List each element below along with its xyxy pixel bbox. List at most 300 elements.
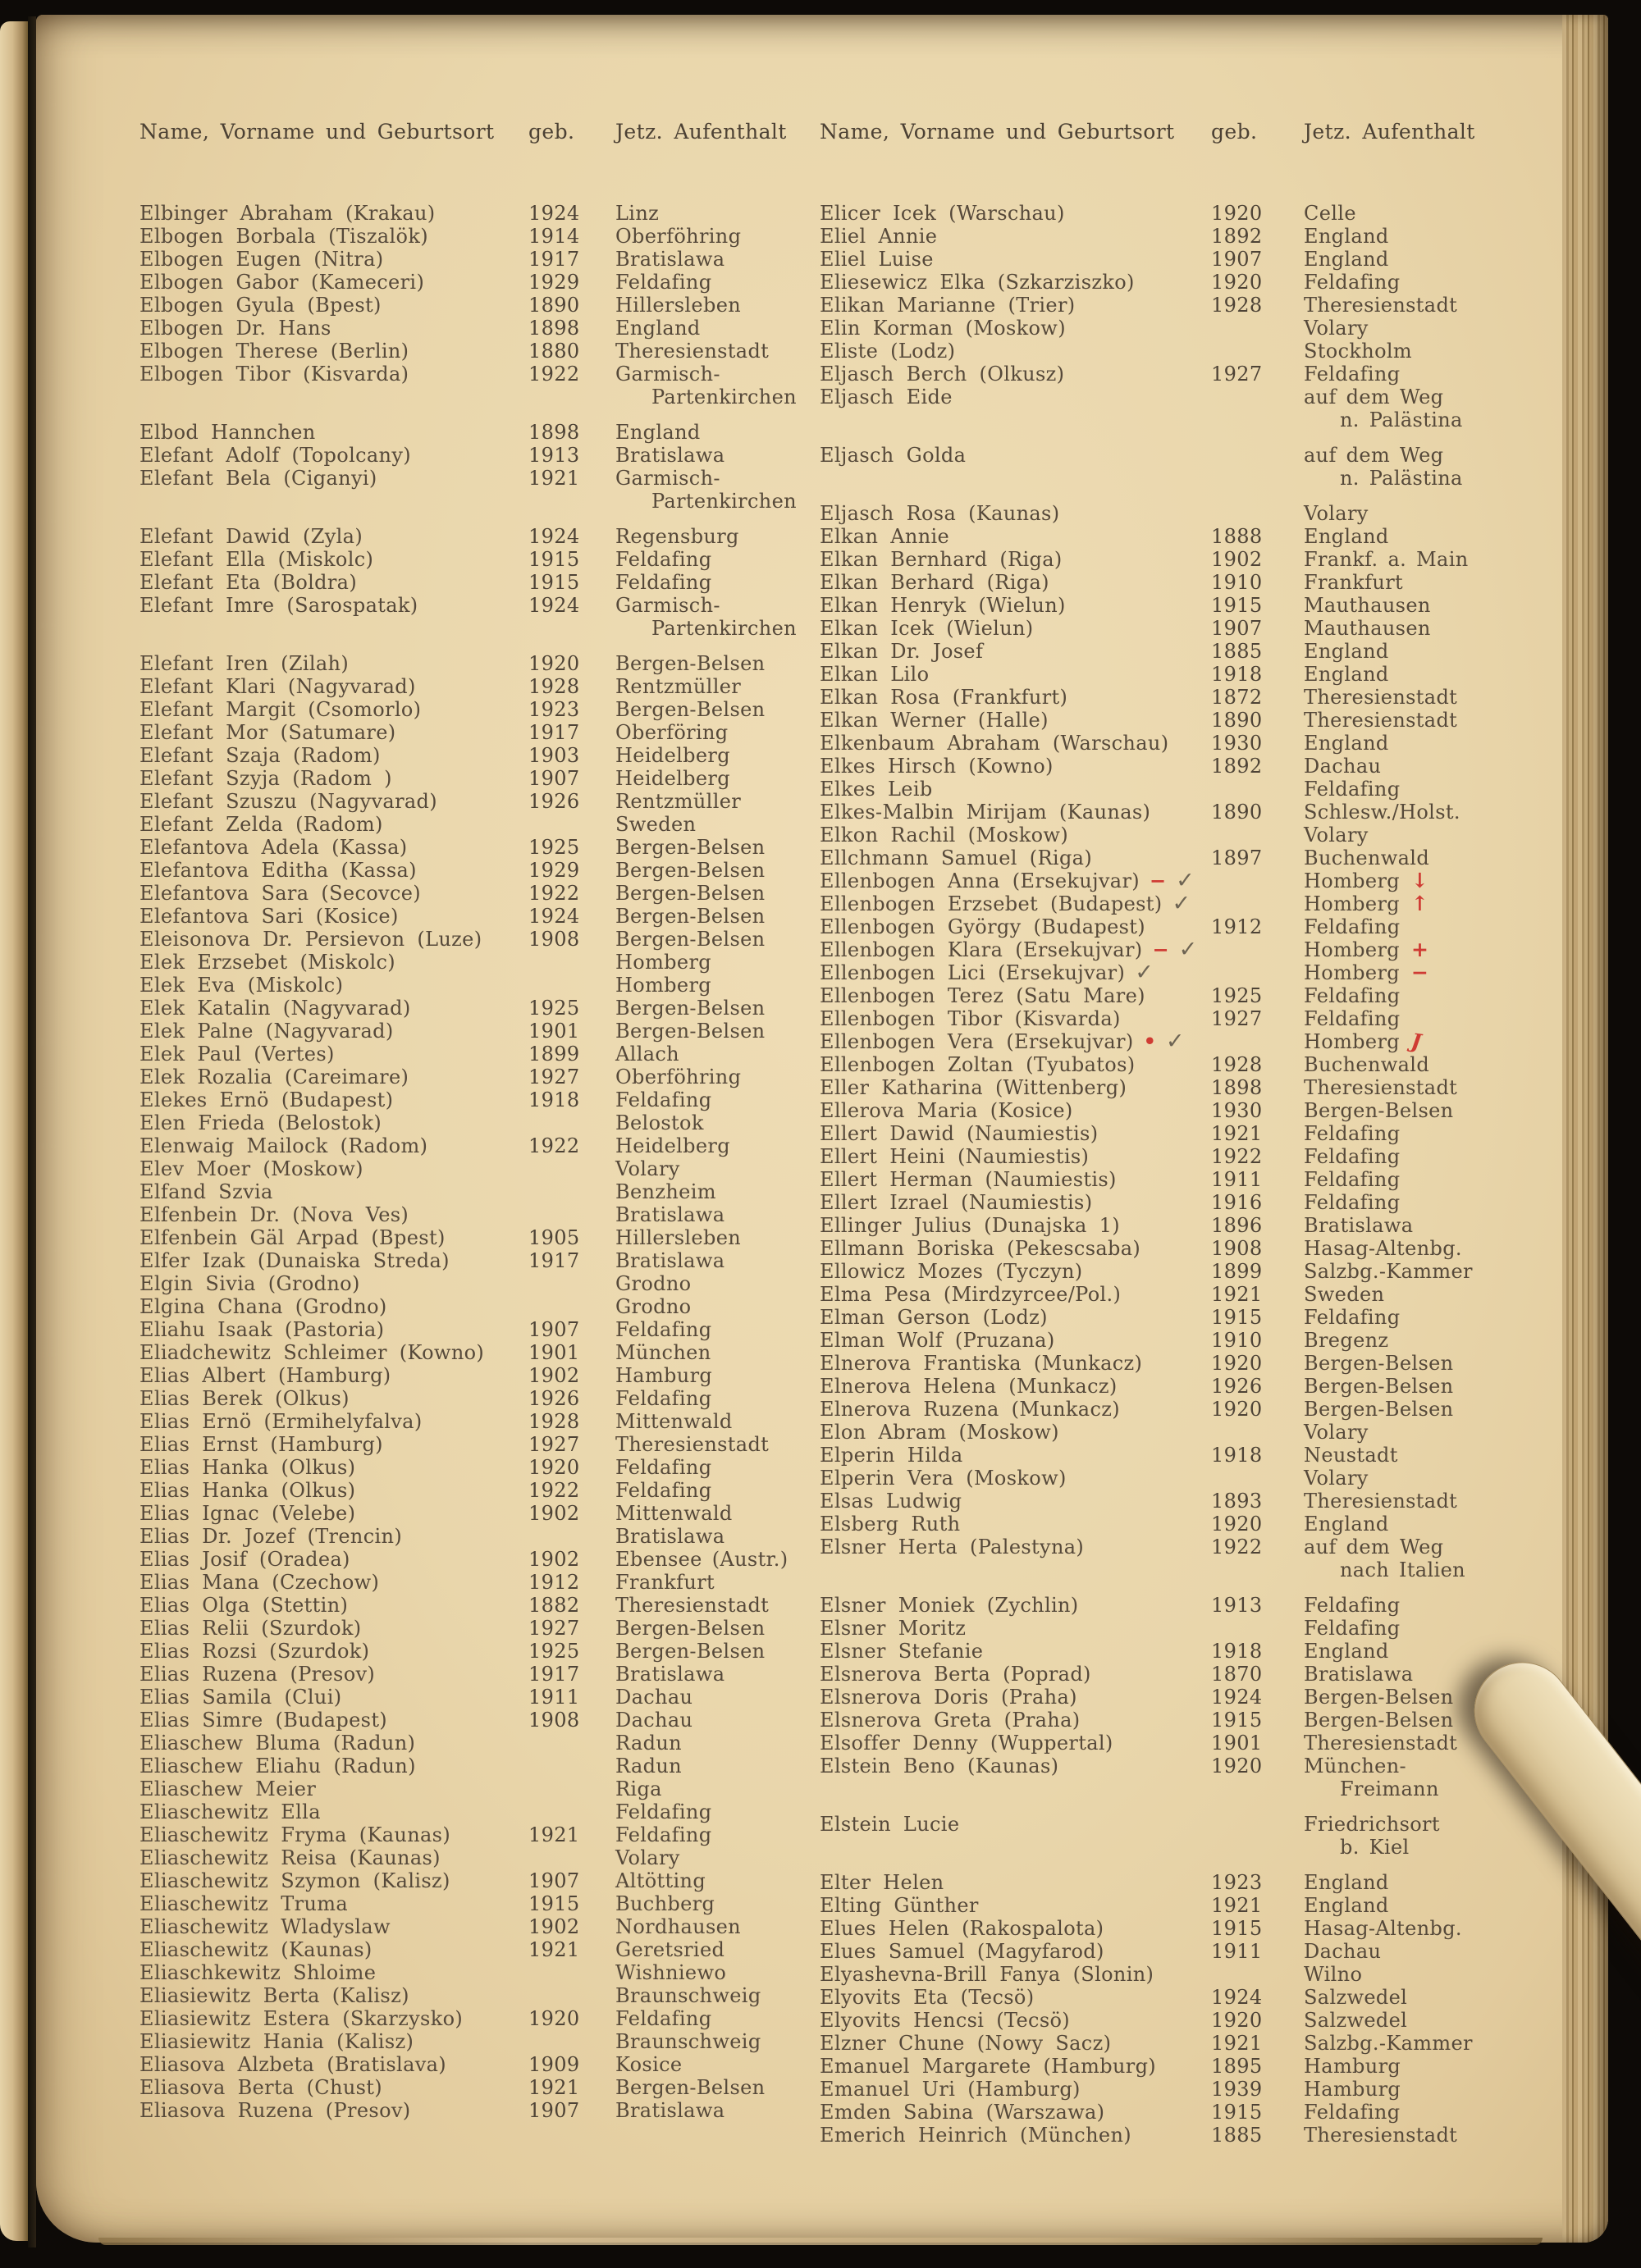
person-name: Elbogen Gyula (Bpest): [139, 294, 382, 317]
birth-year: 1914: [528, 225, 580, 248]
person-name: Elias Olga (Stettin): [139, 1594, 349, 1617]
person-name: Emanuel Margarete (Hamburg): [820, 2055, 1157, 2078]
registry-row-continuation: [139, 617, 808, 640]
birth-year: 1920: [1211, 1398, 1263, 1421]
residence: Dachau: [1304, 1940, 1382, 1963]
person-name: Eliaschewitz (Kaunas): [139, 1938, 373, 1961]
birth-year: 1902: [528, 1364, 580, 1387]
person-name: Eliahu Isaak (Pastoria): [139, 1318, 385, 1341]
person-name: [820, 1558, 1211, 1581]
residence: Mittenwald: [615, 1502, 733, 1525]
residence: Salzwedel: [1304, 1986, 1408, 2009]
person-name: Elkes Leib: [820, 778, 933, 801]
birth-year: [1211, 1617, 1304, 1640]
birth-year: 1923: [1211, 1871, 1263, 1894]
birth-year: 1902: [528, 1915, 580, 1938]
person-name: Elefant Imre (Sarospatak): [139, 594, 418, 617]
registry-row: [139, 905, 808, 928]
person-name: Elkenbaum Abraham (Warschau): [820, 732, 1169, 755]
person-name: Elefant Szyja (Radom ): [139, 767, 392, 790]
residence: England: [1304, 225, 1389, 248]
person-name: Elev Moer (Moskow): [139, 1157, 363, 1180]
registry-row: [820, 1490, 1534, 1513]
birth-year: 1939: [1211, 2078, 1263, 2101]
residence: auf dem Weg: [1304, 444, 1444, 467]
book-gutter-shadow: [28, 16, 36, 2247]
birth-year: 1892: [1211, 755, 1263, 778]
birth-year: 1920: [1211, 1755, 1263, 1777]
birth-year: 1929: [528, 271, 580, 294]
registry-row: [820, 2078, 1534, 2101]
page-content: [36, 15, 1608, 2243]
residence: Grodno: [615, 1295, 692, 1318]
residence: Feldafing: [615, 271, 712, 294]
person-name: Elefant Zelda (Radom): [139, 813, 383, 836]
person-name: Eliste (Lodz): [820, 340, 956, 363]
birth-year: 1921: [1211, 2032, 1263, 2055]
birth-year: 1925: [528, 836, 580, 859]
person-name: Elefant Mor (Satumare): [139, 721, 396, 744]
residence: Benzheim: [615, 1180, 716, 1203]
registry-row: [820, 709, 1534, 732]
person-name: [139, 386, 528, 408]
person-name: Elefant Szuszu (Nagyvarad): [139, 790, 437, 813]
birth-year: 1918: [1211, 663, 1263, 686]
residence: Radun: [615, 1755, 682, 1777]
birth-year: [1211, 1558, 1304, 1581]
person-name: Ellert Dawid (Naumiestis): [820, 1122, 1099, 1145]
red-annotation-icon: J: [1410, 1029, 1423, 1054]
person-name: Elnerova Frantiska (Munkacz): [820, 1352, 1143, 1375]
registry-row: [820, 1099, 1534, 1122]
person-name: Eljasch Berch (Olkusz): [820, 363, 1065, 386]
residence: Garmisch-: [615, 594, 720, 617]
registry-row: [139, 1180, 808, 1203]
registry-row: [820, 778, 1534, 801]
birth-year: 1921: [1211, 1122, 1263, 1145]
residence: England: [1304, 1871, 1389, 1894]
registry-row: [820, 225, 1534, 248]
residence: Stockholm: [1304, 340, 1413, 363]
birth-year: 1921: [528, 2076, 580, 2099]
person-name: Elek Erzsebet (Miskolc): [139, 951, 396, 974]
person-name: Elefant Szaja (Radom): [139, 744, 381, 767]
birth-year: [1211, 1963, 1304, 1986]
birth-year: 1920: [1211, 1513, 1263, 1536]
registry-row: [139, 2007, 808, 2030]
residence: Feldafing: [615, 1479, 712, 1502]
person-name: Elyovits Hencsi (Tecsö): [820, 2009, 1071, 2032]
residence: Volary: [615, 1157, 680, 1180]
person-name: Elsnerova Greta (Praha): [820, 1709, 1081, 1732]
registry-row: [139, 1640, 808, 1663]
residence: Theresienstadt: [615, 1594, 770, 1617]
row-gap: [820, 1800, 1534, 1813]
birth-year: 1908: [528, 1709, 580, 1732]
person-name: Elkan Berhard (Riga): [820, 571, 1049, 594]
registry-row: [139, 1341, 808, 1364]
registry-row: [820, 915, 1534, 938]
registry-row: [820, 1237, 1534, 1260]
person-name: Eliasiewitz Hania (Kalisz): [139, 2030, 414, 2053]
person-name: Elbod Hannchen: [139, 421, 316, 444]
birth-year: 1920: [1211, 2009, 1263, 2032]
registry-row: [139, 1502, 808, 1525]
residence: Bergen-Belsen: [1304, 1686, 1454, 1709]
registry-row: [820, 1352, 1534, 1375]
birth-year: 1910: [1211, 1329, 1263, 1352]
birth-year: 1915: [528, 548, 580, 571]
registry-row: [139, 1410, 808, 1433]
registry-row: [820, 548, 1534, 571]
red-pencil-mark-icon: −: [1152, 938, 1169, 961]
registry-row: [820, 732, 1534, 755]
birth-year: 1926: [528, 1387, 580, 1410]
person-name: [139, 617, 528, 640]
registry-row: [820, 1917, 1534, 1940]
registry-row: [820, 869, 1534, 892]
birth-year: 1901: [528, 1341, 580, 1364]
person-name: Ellenbogen Anna (Ersekujvar) − ✓: [820, 868, 1195, 893]
birth-year: [1211, 502, 1304, 525]
registry-row: [139, 2076, 808, 2099]
scanned-book-page: [36, 15, 1608, 2243]
residence: Hillersleben: [615, 294, 742, 317]
registry-row: [139, 340, 808, 363]
registry-row: [820, 248, 1534, 271]
registry-row: [820, 961, 1534, 984]
registry-row: [820, 1594, 1534, 1617]
residence: Bergen-Belsen: [1304, 1398, 1454, 1421]
registry-row: [139, 1915, 808, 1938]
birth-year: [1211, 824, 1304, 847]
registry-row: [820, 1894, 1534, 1917]
person-name: Elkan Werner (Halle): [820, 709, 1049, 732]
birth-year: [528, 617, 615, 640]
registry-row: [139, 525, 808, 548]
residence: Celle: [1304, 202, 1356, 225]
birth-year: 1930: [1211, 732, 1263, 755]
residence: Salzwedel: [1304, 2009, 1408, 2032]
birth-year: [528, 1180, 615, 1203]
residence-continued: n. Palästina: [1340, 408, 1463, 431]
registry-row: [820, 363, 1534, 386]
person-name: Elfand Szvia: [139, 1180, 273, 1203]
residence: Frankf. a. Main: [1304, 548, 1469, 571]
birth-year: 1909: [528, 2053, 580, 2076]
pencil-checkmark-icon: ✓: [1176, 868, 1195, 893]
registry-row: [139, 294, 808, 317]
residence: Regensburg: [615, 525, 739, 548]
registry-row-continuation: [820, 1836, 1534, 1859]
person-name: Elias Ruzena (Presov): [139, 1663, 376, 1686]
registry-row: [139, 1249, 808, 1272]
registry-row: [820, 1168, 1534, 1191]
registry-row: [820, 294, 1534, 317]
residence: Mittenwald: [615, 1410, 733, 1433]
person-name: Elkes-Malbin Mirijam (Kaunas): [820, 801, 1151, 824]
residence: Salzbg.-Kammer: [1304, 2032, 1473, 2055]
registry-row: [820, 1732, 1534, 1755]
registry-row: [820, 1963, 1534, 1986]
birth-year: 1907: [1211, 617, 1263, 640]
residence: Oberföhring: [615, 1066, 742, 1088]
birth-year: 1928: [528, 1410, 580, 1433]
residence: Schlesw./Holst.: [1304, 801, 1460, 824]
registry-row: [820, 202, 1534, 225]
birth-year: 1927: [1211, 1007, 1263, 1030]
registry-row-continuation: [139, 490, 808, 513]
registry-row: [139, 363, 808, 386]
person-name: Elbogen Borbala (Tiszalök): [139, 225, 428, 248]
pencil-checkmark-icon: ✓: [1172, 891, 1191, 916]
person-name: Elsoffer Denny (Wuppertal): [820, 1732, 1113, 1755]
residence: München: [615, 1341, 711, 1364]
pencil-checkmark-icon: ✓: [1165, 1029, 1185, 1054]
residence: Grodno: [615, 1272, 692, 1295]
person-name: Elstein Lucie: [820, 1813, 960, 1836]
person-name: [820, 1836, 1211, 1859]
red-annotation-icon: +: [1411, 938, 1428, 961]
registry-row: [139, 859, 808, 882]
registry-row: [139, 675, 808, 698]
person-name: Elperin Hilda: [820, 1444, 963, 1467]
birth-year: [528, 1525, 615, 1548]
registry-row: [820, 1329, 1534, 1352]
registry-row: [139, 1777, 808, 1800]
person-name: Eliel Annie: [820, 225, 938, 248]
residence: England: [1304, 248, 1389, 271]
person-name: Ellinger Julius (Dunajska 1): [820, 1214, 1121, 1237]
residence: Bergen-Belsen: [615, 859, 766, 882]
residence: Neustadt: [1304, 1444, 1398, 1467]
birth-year: [528, 1984, 615, 2007]
person-name: Elefant Iren (Zilah): [139, 652, 350, 675]
person-name: Elnerova Helena (Munkacz): [820, 1375, 1118, 1398]
residence: Riga: [615, 1777, 662, 1800]
registry-row: [139, 1134, 808, 1157]
residence: Buchenwald: [1304, 1053, 1430, 1076]
registry-row: [139, 767, 808, 790]
registry-row: [139, 1938, 808, 1961]
birth-year: 1922: [528, 882, 580, 905]
header-aufenthalt-label: Jetz. Aufenthalt: [615, 120, 787, 144]
residence: Feldafing: [1304, 1594, 1401, 1617]
registry-row: [139, 1479, 808, 1502]
residence: Linz: [615, 202, 660, 225]
birth-year: [1211, 1030, 1304, 1053]
registry-row: [820, 317, 1534, 340]
registry-row: [139, 571, 808, 594]
residence: Homberg: [615, 974, 711, 997]
header-name-label: Name, Vorname und Geburtsort: [139, 120, 495, 144]
registry-row: [820, 1444, 1534, 1467]
residence-continued: Freimann: [1340, 1777, 1439, 1800]
birth-year: [1211, 778, 1304, 801]
person-name: Elkon Rachil (Moskow): [820, 824, 1069, 847]
registry-row: [820, 663, 1534, 686]
birth-year: [1211, 1421, 1304, 1444]
person-name: Eljasch Rosa (Kaunas): [820, 502, 1060, 525]
birth-year: [528, 1732, 615, 1755]
birth-year: 1920: [528, 652, 580, 675]
birth-year: 1915: [1211, 1709, 1263, 1732]
pencil-checkmark-icon: ✓: [1135, 960, 1154, 985]
person-name: Elias Albert (Hamburg): [139, 1364, 391, 1387]
person-name: Elias Mana (Czechow): [139, 1571, 380, 1594]
person-name: Emden Sabina (Warszawa): [820, 2101, 1105, 2124]
residence: Theresienstadt: [615, 340, 770, 363]
birth-year: [528, 974, 615, 997]
residence: Bratislawa: [1304, 1663, 1414, 1686]
birth-year: 1915: [1211, 1917, 1263, 1940]
registry-row: [139, 1617, 808, 1640]
registry-row: [139, 2053, 808, 2076]
person-name: Elefantova Editha (Kassa): [139, 859, 417, 882]
residence: Bergen-Belsen: [615, 836, 766, 859]
residence: Sweden: [615, 813, 697, 836]
person-name: Elgina Chana (Grodno): [139, 1295, 387, 1318]
person-name: Elias Simre (Budapest): [139, 1709, 388, 1732]
birth-year: 1907: [1211, 248, 1263, 271]
birth-year: 1903: [528, 744, 580, 767]
residence: Bratislawa: [615, 2099, 725, 2122]
residence: Feldafing: [615, 1800, 712, 1823]
person-name: Ellenbogen Klara (Ersekujvar) − ✓: [820, 937, 1198, 962]
person-name: Eliasiewitz Estera (Skarzysko): [139, 2007, 464, 2030]
residence: Feldafing: [1304, 271, 1401, 294]
residence: Heidelberg: [615, 744, 730, 767]
birth-year: 1913: [528, 444, 580, 467]
residence: Bregenz: [1304, 1329, 1389, 1352]
person-name: Elon Abram (Moskow): [820, 1421, 1059, 1444]
registry-row: [820, 847, 1534, 869]
birth-year: [1211, 340, 1304, 363]
registry-row: [820, 2032, 1534, 2055]
person-name: Elek Eva (Miskolc): [139, 974, 344, 997]
registry-row: [139, 1295, 808, 1318]
birth-year: 1902: [528, 1548, 580, 1571]
birth-year: 1912: [528, 1571, 580, 1594]
person-name: Elsner Moniek (Zychlin): [820, 1594, 1079, 1617]
person-name: Elkan Lilo: [820, 663, 930, 686]
person-name: Emanuel Uri (Hamburg): [820, 2078, 1081, 2101]
birth-year: 1915: [528, 571, 580, 594]
residence: Volary: [1304, 502, 1369, 525]
residence: Hillersleben: [615, 1226, 742, 1249]
registry-row: [139, 548, 808, 571]
birth-year: 1921: [528, 1938, 580, 1961]
birth-year: [1211, 1777, 1304, 1800]
residence: Hasag-Altenbg.: [1304, 1237, 1462, 1260]
person-name: Elefantova Adela (Kassa): [139, 836, 408, 859]
birth-year: 1922: [528, 1479, 580, 1502]
residence: Friedrichsort: [1304, 1813, 1440, 1836]
registry-row: [139, 1869, 808, 1892]
person-name: Ellerova Maria (Kosice): [820, 1099, 1073, 1122]
birth-year: 1928: [1211, 1053, 1263, 1076]
residence: Bergen-Belsen: [1304, 1375, 1454, 1398]
registry-row: [139, 225, 808, 248]
row-gap: [139, 408, 808, 421]
birth-year: [1211, 317, 1304, 340]
person-name: Elek Rozalia (Careimare): [139, 1066, 409, 1088]
registry-row: [820, 1283, 1534, 1306]
person-name: Elefantova Sari (Kosice): [139, 905, 399, 928]
residence: Bergen-Belsen: [615, 698, 766, 721]
registry-row-continuation: [820, 408, 1534, 431]
residence: auf dem Weg: [1304, 1536, 1444, 1558]
person-name: Ellmann Boriska (Pekescsaba): [820, 1237, 1141, 1260]
person-name: Elkan Annie: [820, 525, 950, 548]
person-name: Elperin Vera (Moskow): [820, 1467, 1067, 1490]
registry-row-continuation: [820, 1777, 1534, 1800]
birth-year: 1928: [528, 675, 580, 698]
birth-year: 1913: [1211, 1594, 1263, 1617]
person-name: Elbogen Eugen (Nitra): [139, 248, 384, 271]
birth-year: 1917: [528, 1249, 580, 1272]
person-name: Elefant Ella (Miskolc): [139, 548, 374, 571]
residence: Bratislawa: [615, 1203, 725, 1226]
residence: Oberföring: [615, 721, 729, 744]
residence: Frankfurt: [1304, 571, 1404, 594]
residence: Homberg +: [1304, 938, 1428, 961]
person-name: Elsner Herta (Palestyna): [820, 1536, 1085, 1558]
red-annotation-icon: −: [1411, 961, 1428, 984]
birth-year: 1890: [1211, 801, 1263, 824]
person-name: Ellert Izrael (Naumiestis): [820, 1191, 1093, 1214]
registry-column-right: [820, 202, 1534, 2147]
birth-year: 1922: [528, 1134, 580, 1157]
residence: Feldafing: [1304, 1145, 1401, 1168]
residence: Buchberg: [615, 1892, 715, 1915]
person-name: Eliasiewitz Berta (Kalisz): [139, 1984, 409, 2007]
registry-row: [820, 1260, 1534, 1283]
registry-row: [820, 640, 1534, 663]
residence-continued: Partenkirchen: [651, 490, 797, 513]
registry-row: [139, 1203, 808, 1226]
birth-year: 1917: [528, 721, 580, 744]
row-gap: [820, 1859, 1534, 1871]
registry-row: [139, 444, 808, 467]
person-name: Elefant Dawid (Zyla): [139, 525, 363, 548]
birth-year: 1898: [528, 317, 580, 340]
person-name: Eljasch Eide: [820, 386, 953, 408]
residence: Bergen-Belsen: [615, 2076, 766, 2099]
person-name: Elen Frieda (Belostok): [139, 1111, 382, 1134]
row-gap: [139, 640, 808, 652]
birth-year: [1211, 961, 1304, 984]
person-name: Eliel Luise: [820, 248, 934, 271]
registry-row: [139, 790, 808, 813]
birth-year: 1918: [528, 1088, 580, 1111]
residence: Feldafing: [615, 548, 712, 571]
birth-year: [528, 2030, 615, 2053]
residence: Allach: [615, 1043, 679, 1066]
registry-row: [820, 1398, 1534, 1421]
residence: Bratislawa: [1304, 1214, 1414, 1237]
person-name: Ellenbogen Tibor (Kisvarda): [820, 1007, 1121, 1030]
red-pencil-mark-icon: •: [1143, 1029, 1156, 1053]
residence: Bratislawa: [615, 1249, 725, 1272]
birth-year: 1905: [528, 1226, 580, 1249]
residence: Salzbg.-Kammer: [1304, 1260, 1473, 1283]
birth-year: [1211, 869, 1304, 892]
person-name: Elias Rozsi (Szurdok): [139, 1640, 370, 1663]
registry-row: [820, 1940, 1534, 1963]
birth-year: [1211, 467, 1304, 490]
header-geb-label: geb.: [1211, 120, 1258, 144]
